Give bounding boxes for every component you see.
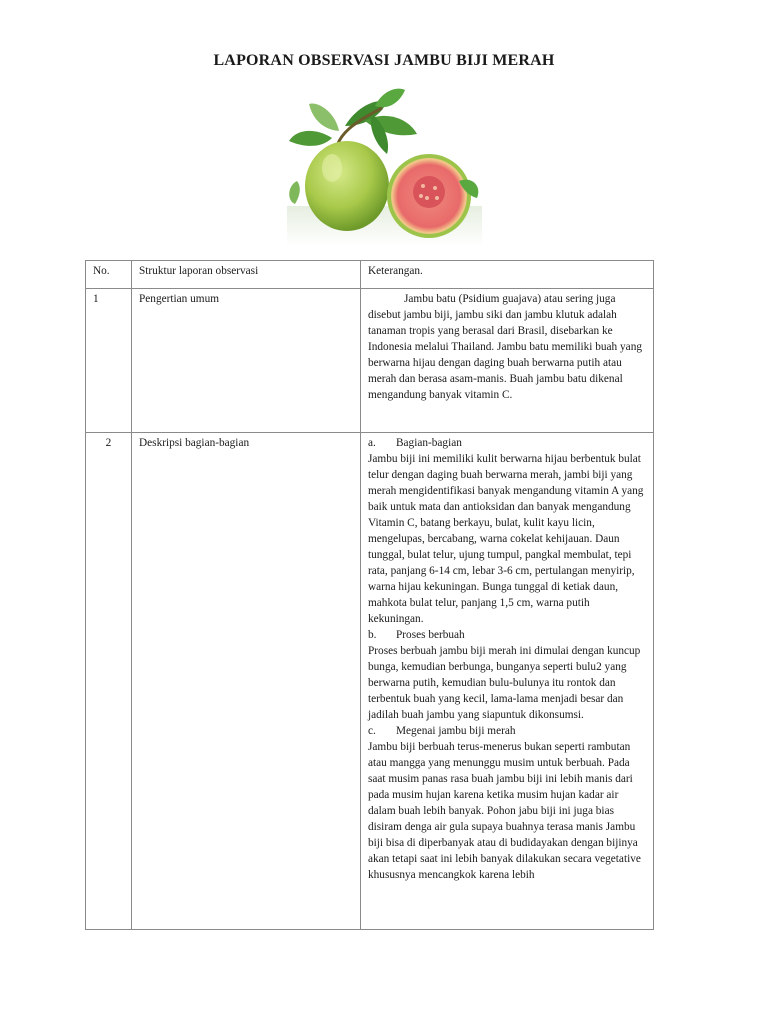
header-no: No. [86, 261, 132, 289]
section-heading [368, 723, 646, 739]
section-heading [368, 435, 646, 451]
row-number: 1 [86, 289, 132, 433]
row-keterangan [361, 289, 654, 433]
keterangan-text: Jambu batu (Psidium guajava) atau sering juga disebut jambu biji, jambu siki dan jambu klutuk adalah tanaman tropis yang berasal dari Brasil, disebarkan ke Indonesia melalui Thailand. Jambu batu memiliki buah yang berwarna hijau dengan daging buah berwarna putih atau merah dan berasa asam-manis. Buah jambu batu dikenal mengandung banyak vitamin C. [368, 293, 642, 401]
section-label: a. [368, 437, 376, 449]
header-struktur: Struktur laporan observasi [132, 261, 361, 289]
document-title: LAPORAN OBSERVASI JAMBU BIJI MERAH [213, 52, 555, 69]
row-number: 2 [86, 433, 132, 930]
section-label: c. [368, 725, 376, 737]
section-heading [368, 627, 646, 643]
section-text: Proses berbuah jambu biji merah ini dimulai dengan kuncup bunga, kemudian berbunga, bunganya seperti bulu2 yang berwarna putih, kemudian bulu-bulunya itu rontok dan terbentuk buah yang kecil, lama-lama menjadi besar dan jadilah buah jambu yang siapuntuk dikonsumsi. [368, 645, 641, 721]
section-text: Jambu biji berbuah terus-menerus bukan seperti rambutan atau mangga yang menunggu musim untuk berbuah. Pada saat musim panas rasa buah jambu biji ini lebih manis dari pada musim hujan karena ketika musim hujan kadar air dalam buah lebih banyak. Pohon jabu biji ini juga bias disiram denga air gula supaya buahnya terasa manis Jambu biji bisa di diperbanyak atau di budidayakan dengan bijinya akan tetapi saat ini lebih banyak dilakukan secara vegetative khususnya mencangkok karena lebih [368, 741, 641, 881]
header-keterangan: Keterangan. [361, 261, 654, 289]
observation-table [85, 260, 654, 930]
section-label: b. [368, 629, 377, 641]
section-title: Bagian-bagian [396, 437, 462, 449]
section-title: Proses berbuah [396, 629, 465, 641]
section-title: Megenai jambu biji merah [396, 725, 516, 737]
row-struktur: Deskripsi bagian-bagian [132, 433, 361, 930]
table-row [86, 433, 654, 930]
guava-fruit-image [287, 86, 482, 246]
row-keterangan [361, 433, 654, 930]
section-text: Jambu biji ini memiliki kulit berwarna hijau berbentuk bulat telur dengan daging buah berwarna merah, jambi biji yang merah mengidentifikasi banyak mengandung vitamin A yang baik untuk mata dan antioksidan dan banyak mengandung Vitamin C, batang berkayu, bulat, kulit kayu licin, mengelupas, bercabang, warna cokelat kehijauan. Daun tunggal, bulat telur, ujung tumpul, pangkal membulat, tepi rata, panjang 6-14 cm, lebar 3-6 cm, pertulangan menyirip, warna hijau kekuningan. Bunga tunggal di ketiak daun, mahkota bulat telur, panjang 1,5 cm, warna putih kekuningan. [368, 453, 644, 625]
table-row [86, 289, 654, 433]
row-struktur: Pengertian umum [132, 289, 361, 433]
table-header-row [86, 261, 654, 289]
